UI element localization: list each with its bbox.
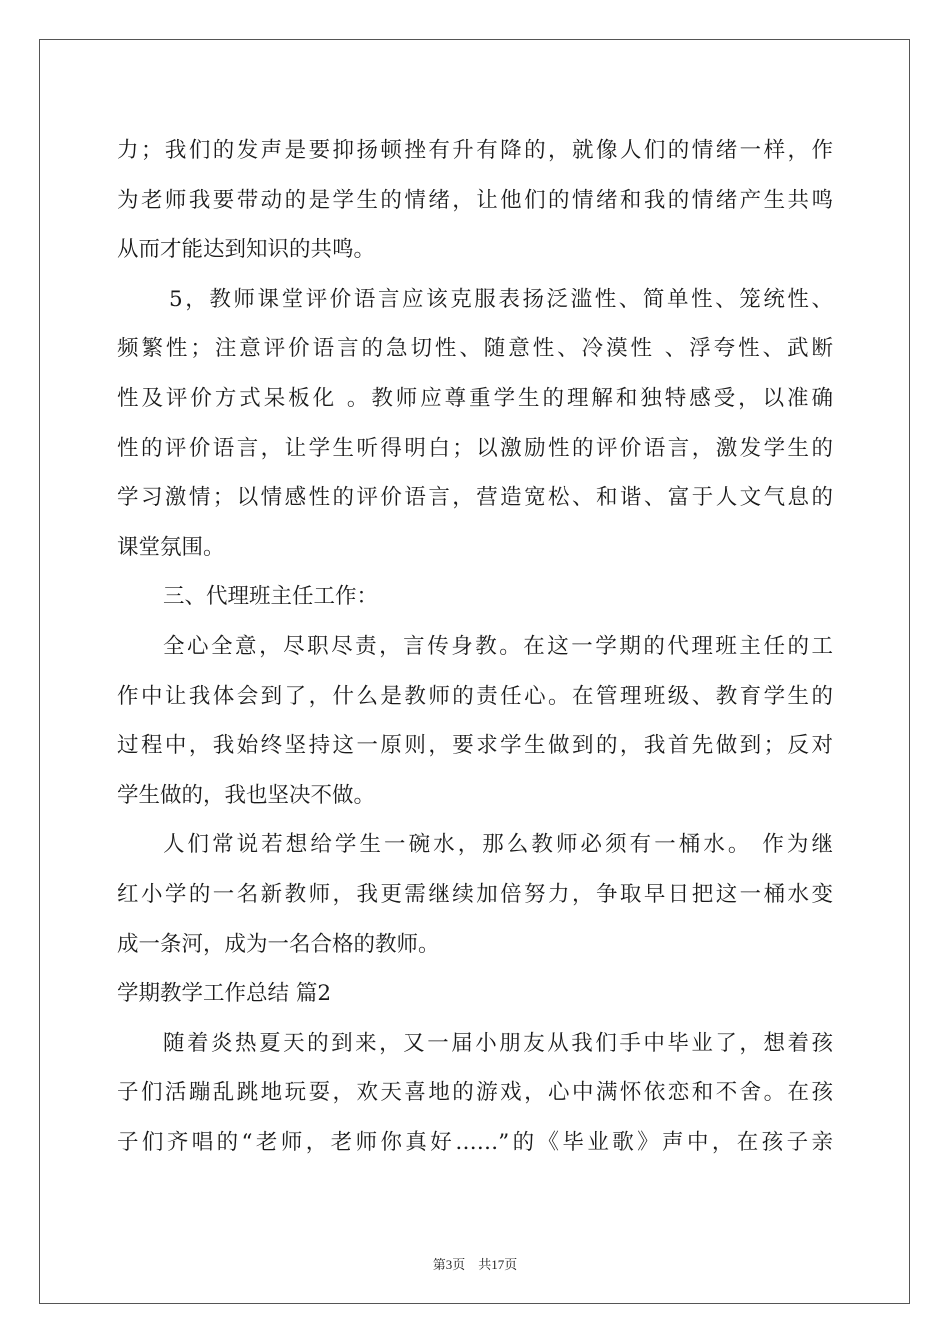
paragraph-line: 子们齐唱的“老师，老师你真好……”的《毕业歌》声中，在孩子亲	[117, 1129, 833, 1155]
paragraph-line: 力；我们的发声是要抑扬顿挫有升有降的，就像人们的情绪一样，作	[117, 138, 833, 163]
paragraph-line: 从而才能达到知识的共鸣。	[117, 237, 376, 263]
paragraph-line: 5，教师课堂评价语言应该克服表扬泛滥性、简单性、笼统性、	[169, 286, 833, 312]
paragraph-line: 性的评价语言，让学生听得明白；以激励性的评价语言，激发学生的	[117, 435, 833, 461]
paragraph-line: 频繁性；注意评价语言的急切性、随意性、冷漠性 、浮夸性、武断	[117, 336, 833, 362]
paragraph-line: 成一条河，成为一名合格的教师。	[117, 931, 440, 957]
section-heading: 三、代理班主任工作：	[163, 584, 379, 610]
paragraph-line: 子们活蹦乱跳地玩耍，欢天喜地的游戏，心中满怀依恋和不舍。在孩	[117, 1080, 833, 1106]
paragraph-line: 红小学的一名新教师，我更需继续加倍努力，争取早日把这一桶水变	[117, 881, 833, 907]
page-number: 第3页 共17页	[432, 1257, 518, 1272]
paragraph-line: 全心全意，尽职尽责，言传身教。在这一学期的代理班主任的工	[163, 633, 833, 659]
paragraph-line: 性及评价方式呆板化 。教师应尊重学生的理解和独特感受，以准确	[117, 385, 833, 411]
paragraph-line: 为老师我要带动的是学生的情绪，让他们的情绪和我的情绪产生共鸣	[117, 187, 833, 213]
paragraph-line: 学习激情；以情感性的评价语言，营造宽松、和谐、富于人文气息的	[117, 485, 833, 511]
paragraph-line: 课堂氛围。	[117, 534, 225, 560]
paragraph-line: 人们常说若想给学生一碗水，那么教师必须有一桶水。 作为继	[163, 832, 833, 858]
document-body	[117, 126, 833, 1167]
paragraph-line: 随着炎热夏天的到来，又一届小朋友从我们手中毕业了，想着孩	[163, 1030, 833, 1056]
paragraph-line: 作中让我体会到了，什么是教师的责任心。在管理班级、教育学生的	[117, 683, 833, 709]
paragraph-line: 学生做的，我也坚决不做。	[117, 782, 376, 808]
paragraph-line: 过程中，我始终坚持这一原则，要求学生做到的，我首先做到；反对	[117, 733, 833, 759]
article-title: 学期教学工作总结 篇2	[117, 981, 332, 1007]
